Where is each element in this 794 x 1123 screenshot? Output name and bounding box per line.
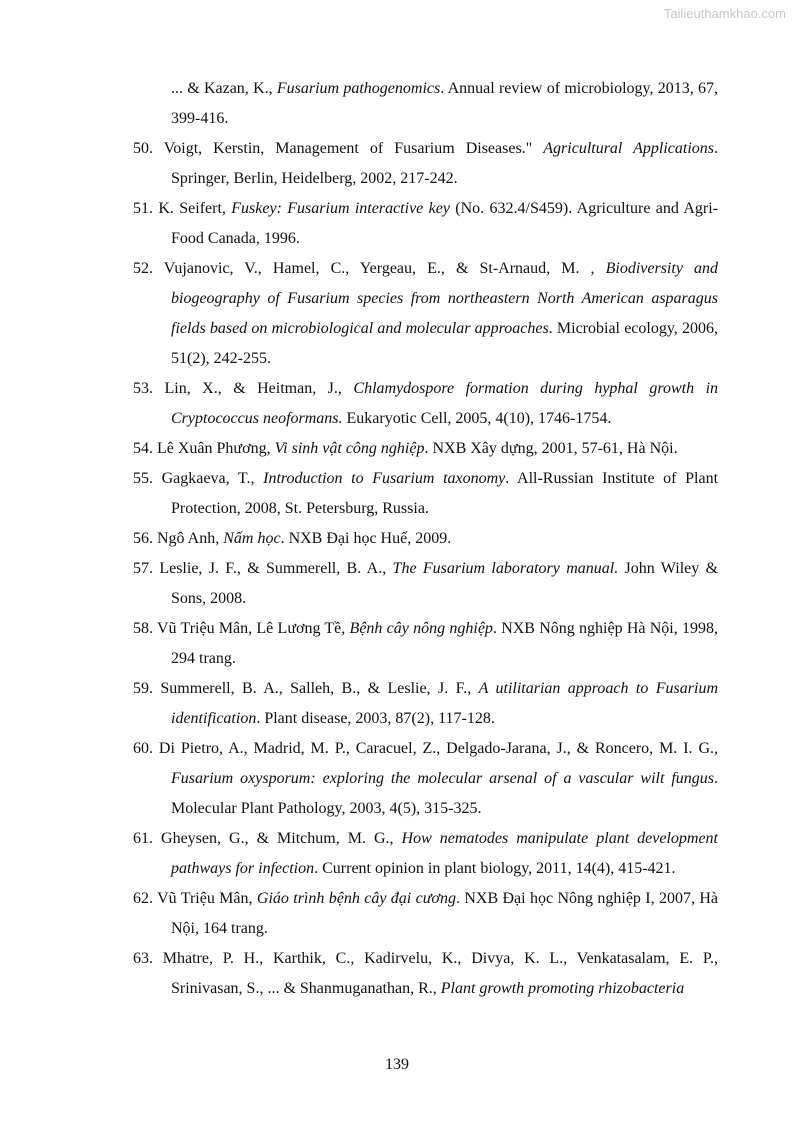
reference-item [133,374,718,434]
reference-authors: Gagkaeva, T., [161,470,264,487]
reference-title: Fuskey: Fusarium interactive key [231,200,450,217]
reference-source: . Springer, Berlin, Heidelberg, 2002, 217-242. [171,140,719,187]
reference-item [133,194,718,254]
reference-title: Agricultural Applications [543,140,715,157]
reference-source: . NXB Đại học Huế, 2009. [280,530,452,547]
reference-authors: Vũ Triệu Mân, [157,890,257,907]
page-number: 139 [385,1056,409,1073]
reference-title: Giáo trình bệnh cây đại cương [256,890,456,907]
reference-title: Plant growth promoting rhizobacteria [440,980,685,997]
reference-item [133,74,718,134]
reference-authors: Mhatre, P. H., Karthik, C., Kadirvelu, K., Divya, K. L., Venkatasalam, E. P., Srinivasan, S., ... & Shanmuganathan, R., [162,950,718,997]
reference-number: 55. [133,470,162,487]
reference-authors: Vũ Triệu Mân, Lê Lương Tề, [156,620,350,637]
reference-number: 52. [133,260,164,277]
reference-authors: Di Pietro, A., Madrid, M. P., Caracuel, Z., Delgado-Jarana, J., & Roncero, M. I. G., [158,740,719,757]
reference-authors: Lin, X., & Heitman, J., [164,380,354,397]
reference-source: . Current opinion in plant biology, 2011, 14(4), 415-421. [314,860,676,877]
reference-authors: Lê Xuân Phương, [157,440,275,457]
reference-number: 53. [133,380,165,397]
reference-number: 61. [133,830,162,847]
reference-item [133,464,718,524]
reference-number: 57. [133,560,160,577]
reference-item [133,824,718,884]
reference-item [133,254,718,374]
reference-item [133,134,718,194]
reference-item [133,524,718,554]
reference-number: 51. [133,200,159,217]
reference-title: Fusarium oxysporum: exploring the molecular arsenal of a vascular wilt fungus [171,770,714,787]
reference-source: . All-Russian Institute of Plant Protection, 2008, St. Petersburg, Russia. [171,470,719,517]
reference-authors: Vujanovic, V., Hamel, C., Yergeau, E., & St-Arnaud, M. , [163,260,606,277]
reference-number: 54. [133,440,157,457]
reference-number: 50. [133,140,164,157]
reference-authors: Ngô Anh, [157,530,224,547]
reference-title: A utilitarian approach to Fusarium identification [171,680,718,727]
reference-source: John Wiley & Sons, 2008. [171,560,719,607]
reference-authors: K. Seifert, [158,200,232,217]
reference-number: 60. [133,740,159,757]
reference-title: The Fusarium laboratory manual. [392,560,619,577]
reference-authors: Gheysen, G., & Mitchum, M. G., [161,830,402,847]
reference-item [133,734,718,824]
reference-title: Biodiversity and biogeography of Fusarium species from northeastern North American asparagus fields based on microbiological and molecular approaches [171,260,719,337]
reference-authors: Summerell, B. A., Salleh, B., & Leslie, J. F., [160,680,479,697]
reference-item [133,884,718,944]
reference-number: 58. [133,620,157,637]
reference-number: 59. [133,680,161,697]
reference-title: Nấm học [223,530,281,547]
reference-title: Bệnh cây nông nghiệp [349,620,493,637]
reference-title: Vi sinh vật công nghiệp [274,440,425,457]
reference-source: . NXB Nông nghiệp Hà Nội, 1998, 294 trang. [171,620,718,667]
reference-item [133,434,718,464]
reference-source: (No. 632.4/S459). Agriculture and Agri-Food Canada, 1996. [171,200,719,247]
reference-source: . Molecular Plant Pathology, 2003, 4(5), 315-325. [171,770,718,817]
reference-number: 56. [133,530,157,547]
reference-title: Chlamydospore formation during hyphal growth in Cryptococcus neoformans. [171,380,719,427]
reference-item [133,944,718,1004]
reference-title: Fusarium pathogenomics [276,80,441,97]
reference-item [133,554,718,614]
reference-source: . Annual review of microbiology, 2013, 67, 399-416. [171,80,719,127]
reference-number: 62. [133,890,158,907]
reference-authors: Voigt, Kerstin, Management of Fusarium Diseases." [163,140,544,157]
reference-source: . Microbial ecology, 2006, 51(2), 242-255. [171,320,719,367]
watermark: Tailieuthamkhao.com [663,6,786,21]
reference-authors: Leslie, J. F., & Summerell, B. A., [159,560,393,577]
reference-authors: ... & Kazan, K., [171,80,277,97]
reference-item [133,614,718,674]
reference-source: . Plant disease, 2003, 87(2), 117-128. [256,710,495,727]
reference-number: 63. [133,950,163,967]
reference-source: . NXB Xây dựng, 2001, 57-61, Hà Nội. [424,440,678,457]
reference-item [133,674,718,734]
reference-source: . NXB Đại học Nông nghiệp I, 2007, Hà Nội, 164 trang. [171,890,719,937]
reference-title: How nematodes manipulate plant development pathways for infection [171,830,718,877]
reference-title: Introduction to Fusarium taxonomy [263,470,506,487]
reference-source: Eukaryotic Cell, 2005, 4(10), 1746-1754. [342,410,612,427]
reference-list [133,74,718,1004]
